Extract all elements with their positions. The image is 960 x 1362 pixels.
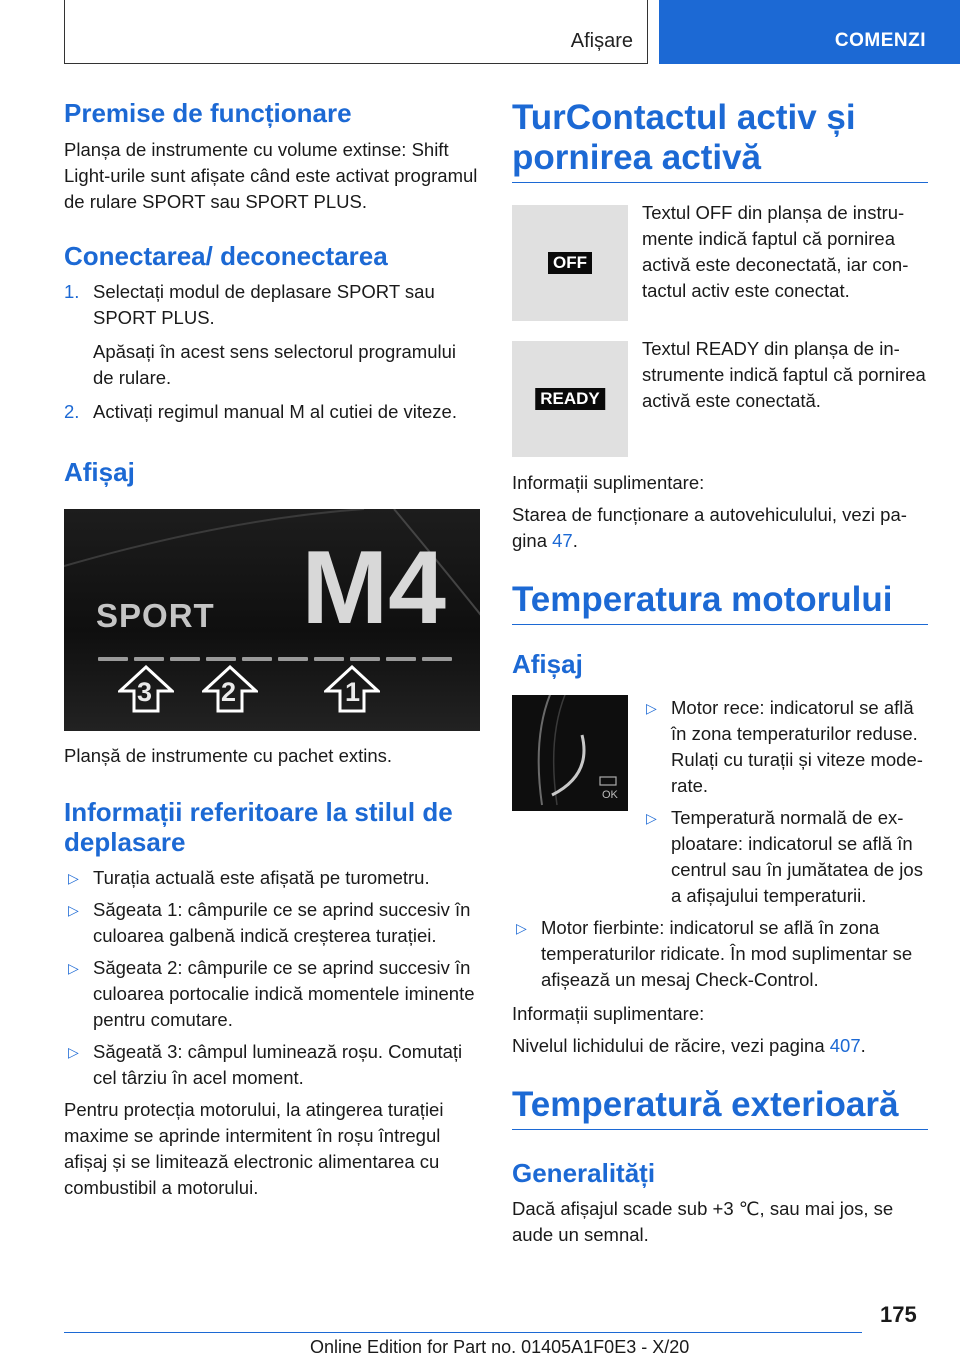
- list-item: ▷ Săgeată 3: câmpul luminează roșu. Comutați cel târziu în acel moment.: [68, 1041, 463, 1088]
- triangle-bullet-icon: ▷: [68, 1044, 79, 1060]
- engine-temp-block: [512, 695, 928, 909]
- page-link-407[interactable]: 407: [829, 1035, 861, 1056]
- triangle-bullet-icon: ▷: [68, 960, 79, 976]
- step-item: [64, 279, 480, 391]
- triangle-bullet-icon: ▷: [68, 870, 79, 886]
- header-chapter-tab: [659, 0, 960, 64]
- triangle-bullet-icon: ▷: [646, 810, 657, 826]
- heading-temperatura-motorului: Temperatura motorului: [512, 580, 928, 625]
- temp-bullets-long: [512, 915, 928, 993]
- arrow-label-1: 1: [345, 677, 361, 707]
- heading-afisaj-2: Afișaj: [512, 649, 583, 679]
- info-paragraph-2: Nivelul lichidului de răcire, vezi pagina 407.: [512, 1035, 866, 1056]
- step-text: Activați regimul manual M al cutiei de viteze.: [93, 401, 457, 422]
- ready-badge: READY: [535, 388, 605, 410]
- info-bullet-list: [64, 865, 480, 1091]
- step-extra: Apăsați în acest sens selectorul programului de rulare.: [93, 341, 456, 388]
- figure-caption: Planșă de instrumente cu pachet extins.: [64, 745, 393, 766]
- heading-afisaj: Afișaj: [64, 457, 135, 487]
- arrow-label-3: 3: [137, 677, 153, 707]
- step-item: [64, 399, 480, 425]
- off-indicator-image: [512, 205, 628, 321]
- heading-generalitati: Generalități: [512, 1158, 656, 1188]
- engine-ok-label: OK: [602, 789, 618, 801]
- info-paragraph: Starea de funcționare a autovehiculului, vezi pagina 47.: [512, 504, 907, 551]
- triangle-bullet-icon: ▷: [646, 700, 657, 716]
- list-item: ▷ Turația actuală este afișată pe turometru.: [64, 865, 480, 891]
- gear-indicator: M4: [301, 530, 446, 646]
- paragraph-generalitati: Dacă afișajul scade sub +3 ℃, sau mai jos, se aude un semnal.: [512, 1198, 894, 1245]
- list-item: ▷ Săgeata 2: câmpurile ce se aprind succesiv în culoarea portocalie indică momentele iminente pentru comutare.: [68, 957, 475, 1030]
- heading-info-stil: Informații referitoare la stilul de deplasare: [64, 797, 453, 857]
- step-number: 2.: [64, 401, 80, 422]
- paragraph-protectie: Pentru protecția motorului, la atingerea turației maxime se aprinde intermitent în roșu întregul afișaj și se limitează electronic alimentarea cu combustibil a motorului.: [64, 1099, 444, 1198]
- left-column: [64, 98, 480, 1201]
- step-text: Selectați modul de deplasare SPORT sau SPORT PLUS.: [93, 281, 435, 328]
- triangle-bullet-icon: ▷: [516, 920, 527, 936]
- off-badge: OFF: [548, 252, 592, 274]
- ready-block: [512, 338, 928, 457]
- header-section-box: [64, 0, 648, 64]
- page-number: 175: [880, 1302, 917, 1327]
- cluster-m4-image: [64, 509, 480, 731]
- info-label-2: Informații suplimentare:: [512, 1003, 705, 1024]
- off-description: Textul OFF din planșa de instrumente indică faptul că pornirea activă este deconectată, iar contactul activ este conectat.: [642, 202, 909, 301]
- footer-edition: Online Edition for Part no. 01405A1F0E3 - X/20: [310, 1337, 690, 1357]
- sport-mode-label: SPORT: [96, 597, 215, 634]
- temp-bullets-short: [642, 695, 928, 909]
- step-number: 1.: [64, 281, 80, 302]
- heading-conectarea: Conectarea/ deconectarea: [64, 241, 388, 271]
- heading-premise: Premise de funcționare: [64, 98, 352, 128]
- header-chapter-label: COMENZI: [834, 30, 926, 51]
- list-item: ▷ Motor rece: indicatorul se află în zona temperaturilor reduse. Rulați cu turații și viteze moderate.: [646, 697, 923, 796]
- list-item: ▷ Săgeata 1: câmpurile ce se aprind succesiv în culoarea galbenă indică creșterea turației.: [68, 899, 471, 946]
- list-item: ▷ Temperatură normală de exploatare: indicatorul se află în centrul sau în jumătatea de jos a afișajului temperaturii.: [646, 807, 923, 906]
- off-block: [512, 202, 928, 321]
- triangle-bullet-icon: ▷: [68, 902, 79, 918]
- engine-temp-gauge-image: [512, 695, 628, 811]
- footer-divider: [64, 1332, 862, 1333]
- list-item: ▷ Motor fierbinte: indicatorul se află în zona temperaturilor ridicate. În mod suplimentar se afișează un mesaj Check-Control.: [516, 917, 913, 990]
- heading-temperatura-exterioara: Temperatură exterioară: [512, 1085, 928, 1130]
- paragraph-premise: Planșa de instrumente cu volume extinse: Shift Light-urile sunt afișate când este activat programul de rulare SPORT sau SPORT PLUS.: [64, 139, 478, 212]
- header-section-label: Afișare: [570, 30, 633, 52]
- ready-indicator-image: [512, 341, 628, 457]
- steps-list: [64, 279, 480, 425]
- heading-turcontact: TurContactul activ și pornirea activă: [512, 98, 928, 183]
- right-column: [512, 98, 928, 1248]
- page-link-47[interactable]: 47: [552, 530, 573, 551]
- ready-description: Textul READY din planșa de instrumente indică faptul că pornirea activă este conectată.: [642, 338, 926, 411]
- info-label: Informații suplimentare:: [512, 472, 705, 493]
- arrow-label-2: 2: [221, 677, 237, 707]
